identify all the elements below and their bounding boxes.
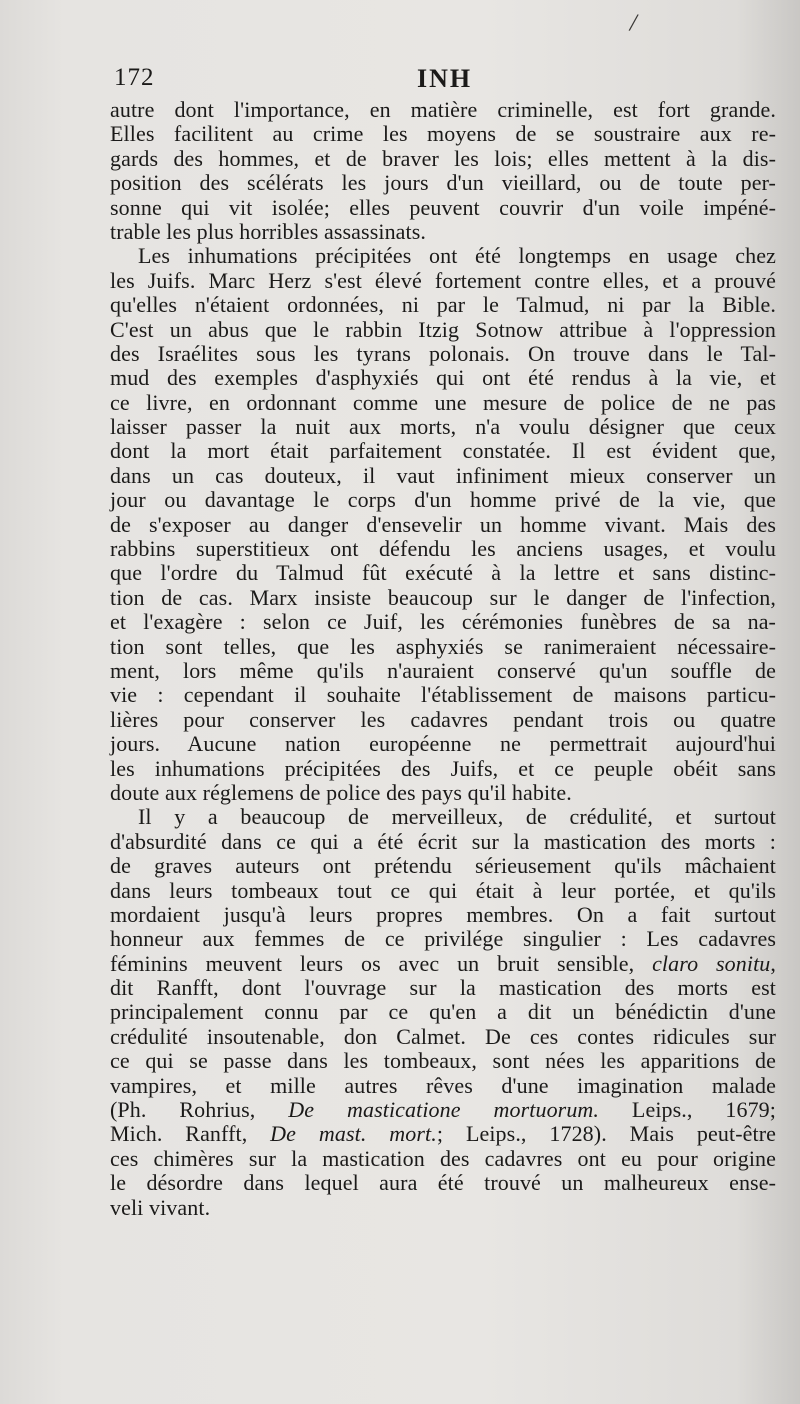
body-text xyxy=(110,98,776,1220)
text-line: Il y a beaucoup de merveilleux, de crédulité, et surtout xyxy=(138,804,776,830)
text-line: ce qui se passe dans les tombeaux, sont nées les apparitions de xyxy=(110,1048,776,1074)
text-line: de s'exposer au danger d'ensevelir un homme vivant. Mais des xyxy=(110,511,776,537)
text-line: tion de cas. Marx insiste beaucoup sur le danger de l'infection, xyxy=(110,584,776,610)
text-line: autre dont l'importance, en matière criminelle, est fort grande. xyxy=(110,97,776,122)
text-line: principalement connu par ce qu'en a dit un bénédictin d'une xyxy=(110,999,776,1025)
text-line: crédulité insoutenable, don Calmet. De ces contes ridicules sur xyxy=(110,1023,776,1049)
text-line: d'absurdité dans ce qui a été écrit sur la mastication des morts : xyxy=(110,828,776,854)
text-line: jours. Aucune nation européenne ne permettrait aujourd'hui xyxy=(110,731,776,757)
text-line: trable les plus horribles assassinats. xyxy=(110,218,427,244)
text-line: vie : cependant il souhaite l'établissement de maisons particu- xyxy=(110,682,776,708)
text-line: laisser passer la nuit aux morts, n'a voulu désigner que ceux xyxy=(110,414,776,440)
text-line: Elles facilitent au crime les moyens de se soustraire aux re- xyxy=(110,121,776,147)
text-line: rabbins superstitieux ont défendu les anciens usages, et voulu xyxy=(110,536,776,562)
text-line: doute aux réglemens de police des pays qu'il habite. xyxy=(110,779,572,805)
text-line: dans leurs tombeaux tout ce qui était à leur portée, et qu'ils xyxy=(110,877,776,903)
text-line: sonne qui vit isolée; elles peuvent couvrir d'un voile impéné- xyxy=(110,194,776,220)
text-line: les inhumations précipitées des Juifs, et ce peuple obéit sans xyxy=(110,755,776,781)
running-title: INH xyxy=(417,64,473,93)
text-line: dont la mort était parfaitement constatée. Il est évident que, xyxy=(110,438,776,464)
text-line: tion sont telles, que les asphyxiés se ranimeraient nécessaire- xyxy=(110,633,776,659)
text-line: (Ph. Rohrius, De masticatione mortuorum. Leips., 1679; xyxy=(110,1097,776,1123)
text-line: mordaient jusqu'à leurs propres membres. On a fait surtout xyxy=(110,901,776,927)
running-head xyxy=(114,64,774,98)
text-line: des Israélites sous les tyrans polonais. On trouve dans le Tal- xyxy=(110,340,776,366)
text-line: Mich. Ranfft, De mast. mort.; Leips., 1728). Mais peut-être xyxy=(110,1121,776,1147)
text-line: veli vivant. xyxy=(110,1194,211,1220)
text-line: dit Ranfft, dont l'ouvrage sur la mastication des morts est xyxy=(110,975,776,1001)
text-line: ment, lors même qu'ils n'auraient conservé qu'un souffle de xyxy=(110,657,776,683)
text-line: les Juifs. Marc Herz s'est élevé fortement contre elles, et a prouvé xyxy=(110,267,776,293)
text-line: jour ou davantage le corps d'un homme privé de la vie, que xyxy=(110,487,776,513)
text-line: qu'elles n'étaient ordonnées, ni par le Talmud, ni par la Bible. xyxy=(110,292,776,318)
text-line: que l'ordre du Talmud fût exécuté à la lettre et sans distinc- xyxy=(110,560,776,586)
text-line: ces chimères sur la mastication des cadavres ont eu pour origine xyxy=(110,1145,776,1171)
text-line: Les inhumations précipitées ont été longtemps en usage chez xyxy=(138,243,776,269)
text-line: dans un cas douteux, il vaut infiniment mieux conserver un xyxy=(110,462,776,488)
text-line: vampires, et mille autres rêves d'une imagination malade xyxy=(110,1072,776,1098)
text-line: honneur aux femmes de ce privilége singulier : Les cadavres xyxy=(110,926,776,952)
text-line: ce livre, en ordonnant comme une mesure de police de ne pas xyxy=(110,389,776,415)
text-line: C'est un abus que le rabbin Itzig Sotnow attribue à l'oppression xyxy=(110,316,776,342)
text-line: gards des hommes, et de braver les lois; elles mettent à la dis- xyxy=(110,145,776,171)
page-number: 172 xyxy=(114,64,155,91)
text-line: de graves auteurs ont prétendu sérieusement qu'ils mâchaient xyxy=(110,853,776,879)
text-line: position des scélérats les jours d'un vieillard, ou de toute per- xyxy=(110,170,776,196)
text-line: féminins meuvent leurs os avec un bruit sensible, claro sonitu, xyxy=(110,950,777,976)
corner-pen-mark: / xyxy=(627,7,640,38)
text-line: lières pour conserver les cadavres pendant trois ou quatre xyxy=(110,706,776,732)
text-line: et l'exagère : selon ce Juif, les cérémonies funèbres de sa na- xyxy=(110,609,776,635)
text-line: le désordre dans lequel aura été trouvé un malheureux ense- xyxy=(110,1170,776,1196)
text-line: mud des exemples d'asphyxiés qui ont été rendus à la vie, et xyxy=(110,365,776,391)
